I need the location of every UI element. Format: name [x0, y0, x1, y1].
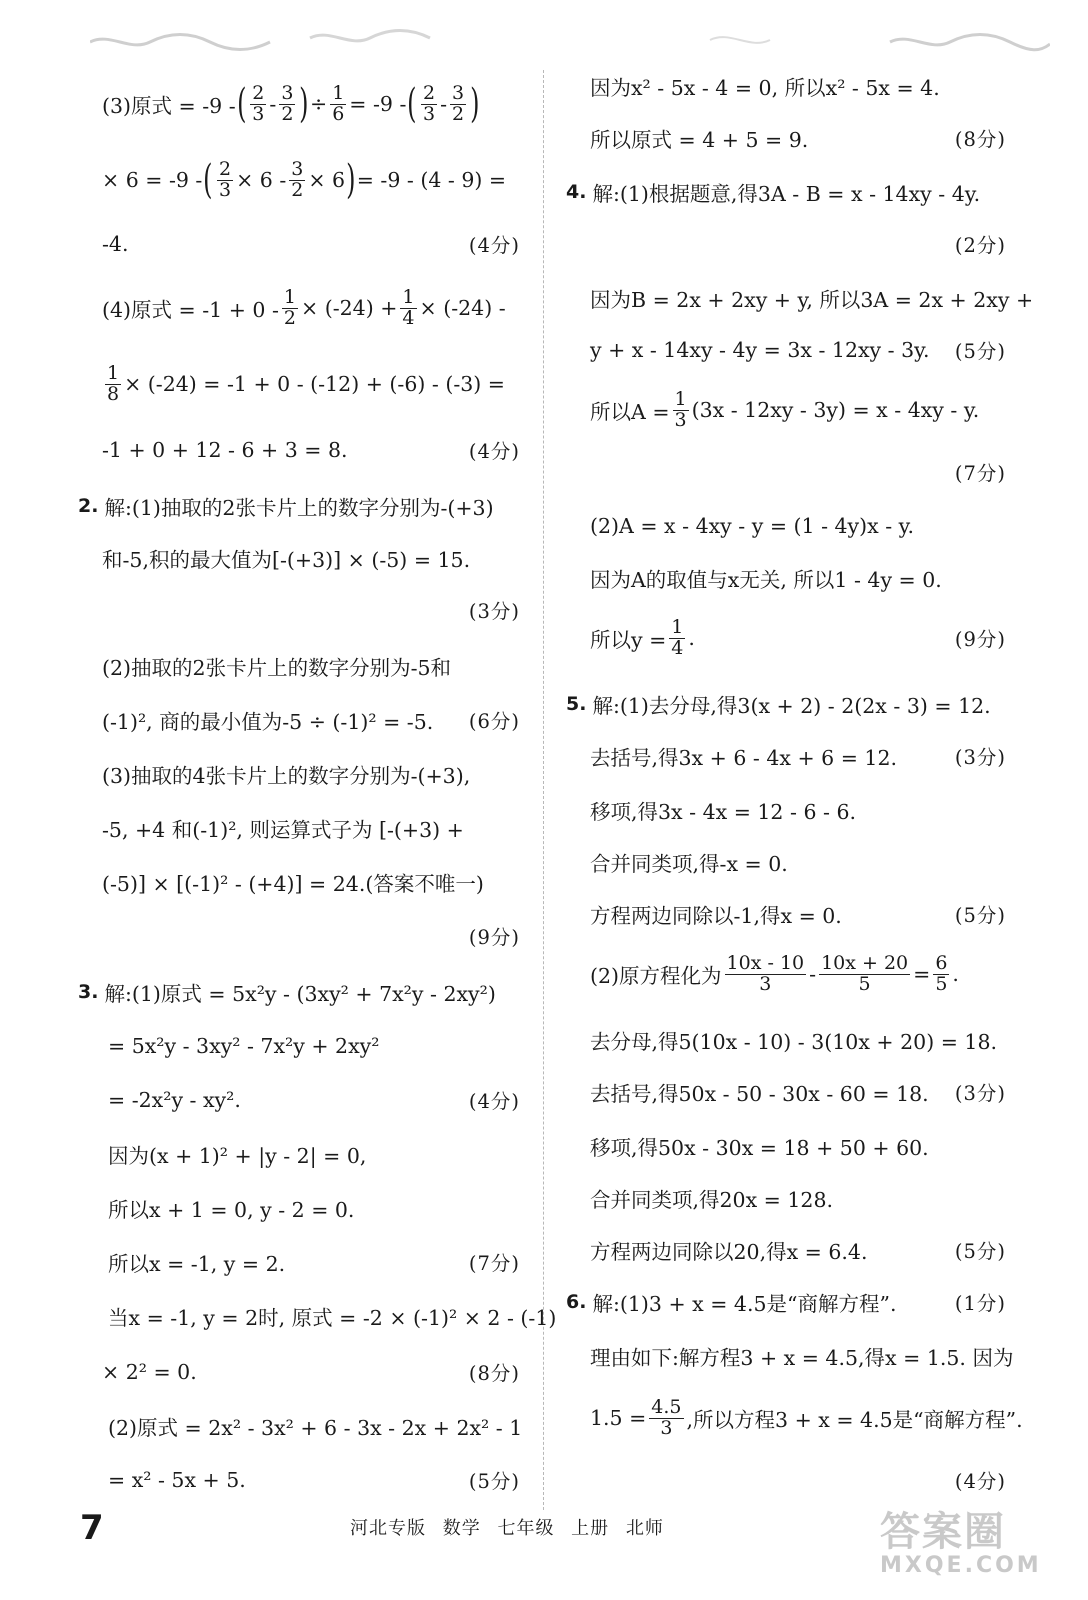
line-l4: (4)原式 = -1 + 0 - $\frac{1}{2}$ × (-24) + $\frac{1}{4}$ × (-24) -: [102, 285, 506, 329]
score: (2分): [954, 234, 1006, 257]
score: (5分): [954, 904, 1006, 927]
line-r3: 4. 解:(1)根据题意,得3A - B = x - 14xy - 4y.: [566, 181, 981, 206]
score: (5分): [468, 1470, 520, 1493]
line-r2: 所以原式 = 4 + 5 = 9. (8分): [566, 112, 1006, 164]
line-l9: [78, 584, 520, 636]
score: (8分): [954, 128, 1006, 151]
line-r4: [566, 218, 1006, 270]
line-l16: 3. 解:(1)原式 = 5x²y - (3xy² + 7x²y - 2xy²): [78, 981, 496, 1006]
line-r18: 去分母,得5(10x - 10) - 3(10x + 20) = 18.: [590, 1030, 997, 1054]
line-r26: [566, 1454, 1006, 1506]
line-l23: × 2² = 0. (8分): [102, 1360, 520, 1385]
score: (4分): [468, 1090, 520, 1113]
line-l6: -1 + 0 + 12 - 6 + 3 = 8. (4分): [102, 438, 520, 463]
line-l25: = x² - 5x + 5. (5分): [108, 1468, 520, 1493]
line-l11: (-1)², 商的最小值为-5 ÷ (-1)² = -5. (6分): [78, 694, 520, 746]
line-l10: (2)抽取的2张卡片上的数字分别为-5和: [102, 656, 452, 680]
line-r24: 理由如下:解方程3 + x = 4.5,得x = 1.5. 因为: [590, 1346, 1014, 1370]
line-r6: y + x - 14xy - 4y = 3x - 12xy - 3y. (5分): [590, 338, 1006, 363]
question-number: 2.: [78, 495, 99, 517]
line-r14: 移项,得3x - 4x = 12 - 6 - 6.: [590, 800, 856, 824]
line-r13: 去括号,得3x + 6 - 4x + 6 = 12. (3分): [566, 730, 1006, 782]
score: (1分): [954, 1292, 1006, 1315]
line-r22: 方程两边同除以20,得x = 6.4. (5分): [566, 1224, 1006, 1276]
line-r11: 所以y = $\frac{1}{4}$ . (9分): [590, 615, 1006, 659]
line-r5: 因为B = 2x + 2xy + y, 所以3A = 2x + 2xy +: [590, 288, 1034, 312]
score: (5分): [954, 340, 1006, 363]
line-r16: 方程两边同除以-1,得x = 0. (5分): [566, 888, 1006, 940]
score: (7分): [468, 1252, 520, 1275]
score: (4分): [954, 1470, 1006, 1493]
score: (3分): [954, 1082, 1006, 1105]
line-l5: $\frac{1}{8}$ × (-24) = -1 + 0 - (-12) + (-6) - (-3) =: [107, 361, 505, 405]
line-r7: 所以A = $\frac{1}{3}$ (3x - 12xy - 3y) = x - 4xy - y.: [590, 387, 980, 431]
line-r17: (2)原方程化为 $\frac{10x - 10}{3}$ - $\frac{10x + 20}{5}$ = $\frac{6}{5}$ .: [590, 951, 959, 995]
column-divider: [543, 70, 544, 1510]
score: (9分): [468, 926, 520, 949]
footer-text: 河北专版 数学 七年级 上册 北师: [350, 1518, 664, 1539]
line-l13: -5, +4 和(-1)², 则运算式子为 [-(+3) +: [102, 818, 464, 842]
line-l15: [78, 910, 520, 962]
watermark-logo: 答案圈 MXQE.COM: [880, 1509, 1042, 1578]
line-r1: 因为x² - 5x - 4 = 0, 所以x² - 5x = 4.: [590, 76, 940, 100]
line-l12: (3)抽取的4张卡片上的数字分别为-(+3),: [102, 764, 471, 788]
line-l18: = -2x²y - xy². (4分): [108, 1088, 520, 1113]
line-r21: 合并同类项,得20x = 128.: [590, 1188, 834, 1212]
line-l22: 当x = -1, y = 2时, 原式 = -2 × (-1)² × 2 - (-1): [108, 1306, 557, 1330]
line-l7: 2. 解:(1)抽取的2张卡片上的数字分别为-(+3): [78, 495, 494, 520]
score: (8分): [468, 1362, 520, 1385]
line-l8: 和-5,积的最大值为[-(+3)] × (-5) = 15.: [102, 548, 471, 572]
line-l2: × 6 = -9 - ( $\frac{2}{3}$ × 6 - $\frac{3}{2}$ × 6 ) = -9 - (4 - 9) =: [102, 157, 507, 203]
page-number: 7: [80, 1508, 104, 1548]
line-r23: 6. 解:(1)3 + x = 4.5是“商解方程”. (1分): [566, 1276, 1006, 1328]
score: (4分): [468, 440, 520, 463]
line-r8: [566, 446, 1006, 498]
line-r20: 移项,得50x - 30x = 18 + 50 + 60.: [590, 1136, 929, 1160]
page-footer: [0, 1500, 1088, 1578]
score: (7分): [954, 462, 1006, 485]
score: (6分): [468, 710, 520, 733]
score: (3分): [468, 600, 520, 623]
line-l1: (3)原式 = -9 - ( $\frac{2}{3}$ - $\frac{3}{2}$ ) ÷ $\frac{1}{6}$ = -9 - ( $\frac{2}{3}$ - $\frac{3}{2}$ ): [102, 81, 480, 127]
line-r9: (2)A = x - 4xy - y = (1 - 4y)x - y.: [590, 514, 915, 538]
score: (9分): [954, 628, 1006, 651]
question-number: 4.: [566, 181, 587, 203]
line-r15: 合并同类项,得-x = 0.: [590, 852, 788, 876]
line-r19: 去括号,得50x - 50 - 30x - 60 = 18. (3分): [566, 1066, 1006, 1118]
score: (5分): [954, 1240, 1006, 1263]
score: (4分): [468, 234, 520, 257]
line-l24: (2)原式 = 2x² - 3x² + 6 - 3x - 2x + 2x² - 1: [108, 1416, 523, 1440]
header-decoration: [90, 24, 1050, 54]
line-l21: 所以x = -1, y = 2. (7分): [78, 1236, 520, 1288]
line-r25: 1.5 = $\frac{4.5}{3}$ ,所以方程3 + x = 4.5是“商解方程”.: [590, 1395, 1023, 1439]
question-number: 5.: [566, 693, 587, 715]
line-l19: 因为(x + 1)² + |y - 2| = 0,: [108, 1144, 367, 1168]
question-number: 6.: [566, 1291, 587, 1313]
line-l17: = 5x²y - 3xy² - 7x²y + 2xy²: [108, 1034, 380, 1058]
line-l14: (-5)] × [(-1)² - (+4)] = 24.(答案不唯一): [102, 872, 484, 896]
line-r10: 因为A的取值与x无关, 所以1 - 4y = 0.: [590, 568, 942, 592]
line-r12: 5. 解:(1)去分母,得3(x + 2) - 2(2x - 3) = 12.: [566, 693, 991, 718]
line-l3: -4. (4分): [102, 232, 520, 257]
score: (3分): [954, 746, 1006, 769]
line-l20: 所以x + 1 = 0, y - 2 = 0.: [108, 1198, 355, 1222]
question-number: 3.: [78, 981, 99, 1003]
